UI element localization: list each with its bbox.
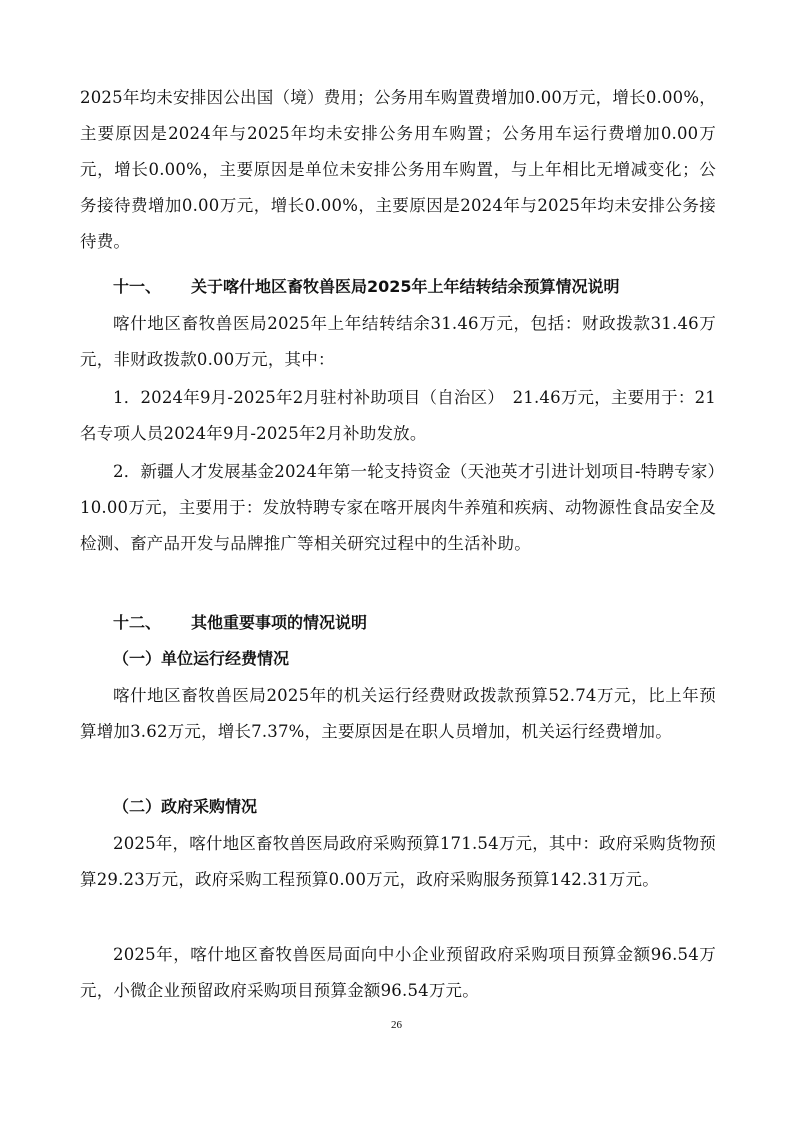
paragraph-carryover-item-2: 2．新疆人才发展基金2024年第一轮支持资金（天池英才引进计划项目-特聘专家） 10.00万元，主要用于：发放特聘专家在喀开展肉牛养殖和疾病、动物源性食品安全及检测、畜产品开发与品牌推广等相关研究过程中的生活补助。 <box>80 462 733 553</box>
subheading-operating-expenses: （一）单位运行经费情况 <box>113 649 290 668</box>
subheading-government-procurement: （二）政府采购情况 <box>113 797 258 816</box>
section-title: 其他重要事项的情况说明 <box>191 613 368 632</box>
section-title: 关于喀什地区畜牧兽医局2025年上年结转结余预算情况说明 <box>191 277 620 296</box>
paragraph-carryover-summary: 喀什地区畜牧兽医局2025年上年结转结余31.46万元，包括：财政拨款31.46万元，非财政拨款0.00万元，其中： <box>80 314 716 369</box>
paragraph-official-expense-changes: 2025年均未安排因公出国（境）费用；公务用车购置费增加0.00万元，增长0.00%，主要原因是2024年与2025年均未安排公务用车购置；公务用车运行费增加0.00万元，增长0.00%，主要原因是单位未安排公务用车购置，与上年相比无增减变化；公务接待费增加0.00万元，增长0.00%，主要原因是2024年与2025年均未安排公务接待费。 <box>80 88 716 251</box>
section-number: 十二、 <box>113 613 162 632</box>
paragraph-operating-expenses: 喀什地区畜牧兽医局2025年的机关运行经费财政拨款预算52.74万元，比上年预算增加3.62万元，增长7.37%，主要原因是在职人员增加，机关运行经费增加。 <box>80 686 716 741</box>
paragraph-sme-procurement: 2025年，喀什地区畜牧兽医局面向中小企业预留政府采购项目预算金额96.54万元，小微企业预留政府采购项目预算金额96.54万元。 <box>80 945 716 1000</box>
paragraph-carryover-item-1: 1．2024年9月-2025年2月驻村补助项目（自治区） 21.46万元，主要用于：21名专项人员2024年9月-2025年2月补助发放。 <box>80 388 716 443</box>
section-heading-12 <box>113 605 723 641</box>
page-number: 26 <box>391 1019 402 1031</box>
section-heading-11 <box>113 269 723 305</box>
section-number: 十一、 <box>113 277 162 296</box>
paragraph-procurement-budget: 2025年，喀什地区畜牧兽医局政府采购预算171.54万元，其中：政府采购货物预算29.23万元，政府采购工程预算0.00万元，政府采购服务预算142.31万元。 <box>80 834 716 889</box>
